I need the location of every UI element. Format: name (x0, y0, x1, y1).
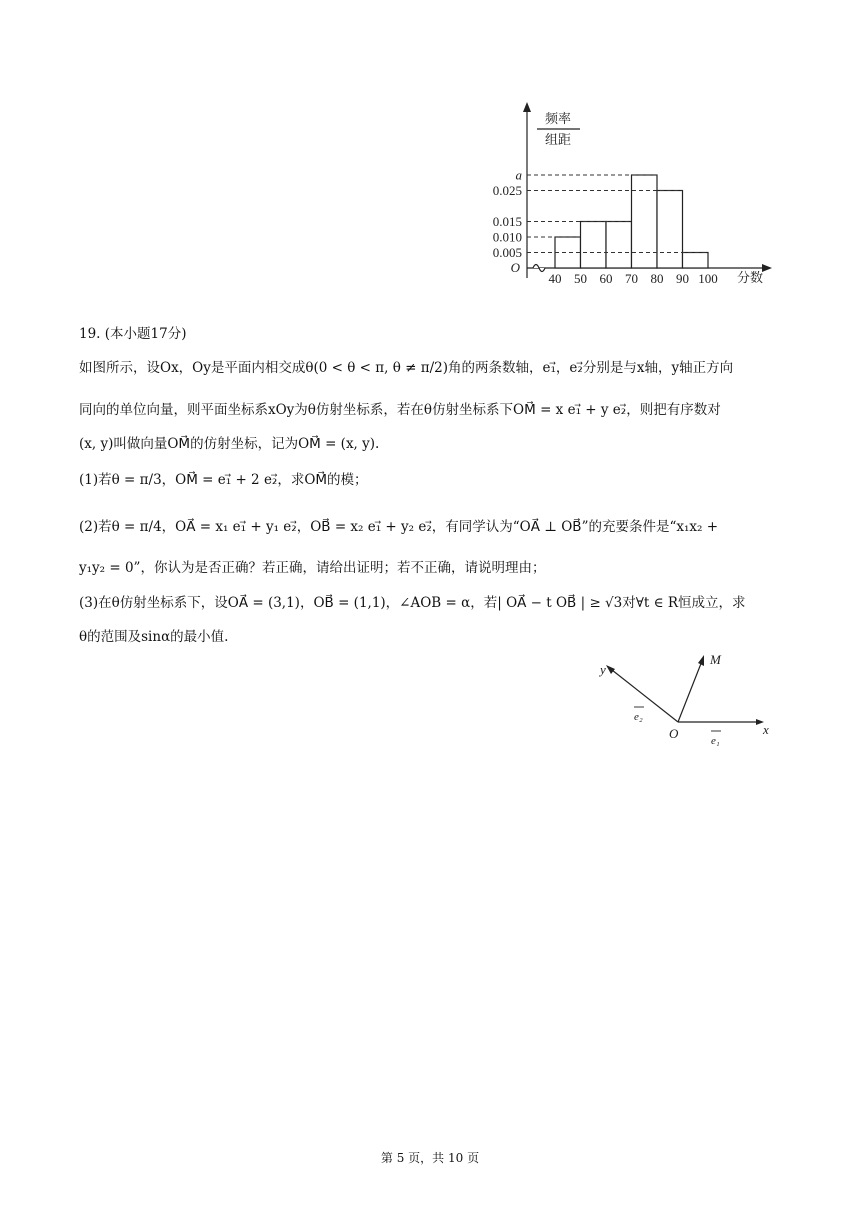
problem-line-1: 如图所示，设Ox，Oy是平面内相交成θ(0 < θ < π, θ ≠ π/2)角的两条数轴，e₁⃗，e₂⃗分别是与x轴，y轴正方向 (79, 360, 734, 376)
question-2-cont: y₁y₂ = 0”，你认为是否正确？若正确，请给出证明；若不正确，请说明理由； (79, 560, 546, 576)
e2-label: e₂ (634, 711, 643, 723)
om-arrow (698, 655, 704, 666)
xlabel: 分数 (736, 270, 764, 285)
o-label: O (669, 726, 679, 741)
y-axis-arrow (523, 102, 531, 112)
histogram-bar (683, 253, 709, 269)
affine-coordinate-figure (590, 648, 790, 758)
x-tick-label: 40 (548, 271, 562, 286)
histogram-bar (606, 222, 632, 269)
question-3: (3)在θ仿射坐标系下，设OA⃗ = (3,1)，OB⃗ = (1,1)，∠AOB = α，若| OA⃗ − t OB⃗ | ≥ √3对∀t ∈ R恒成立，求 (79, 595, 746, 611)
om-line (678, 661, 702, 722)
question-3-cont: θ的范围及sinα的最小值. (79, 629, 229, 645)
y-tick-label: 0.010 (492, 229, 522, 245)
x-tick-label: 70 (625, 271, 638, 286)
x-axis-arrow (762, 264, 772, 272)
problem-line-3: (x, y)叫做向量OM⃗的仿射坐标，记为OM⃗ = (x, y). (79, 436, 380, 452)
x-tick-label: 100 (698, 271, 718, 286)
problem-title: 19. (本小题17分) (79, 326, 187, 342)
y-tick-label: 0.025 (492, 183, 522, 198)
x-tick-label: 80 (650, 271, 664, 286)
y-axis-arrow (606, 665, 615, 674)
x-tick-label: 50 (574, 271, 587, 286)
histogram-bar (657, 191, 683, 269)
y-tick-label: 0.015 (492, 214, 522, 229)
page-footer: 第 5 页，共 10 页 (380, 1151, 480, 1165)
origin-label: O (510, 260, 520, 275)
ylabel-top: 频率 (544, 111, 572, 126)
question-1: (1)若θ = π/3，OM⃗ = e₁⃗ + 2 e₂⃗，求OM⃗的模； (79, 472, 368, 488)
x-tick-label: 90 (676, 271, 689, 286)
frequency-histogram (480, 100, 780, 295)
y-tick-label: a (515, 167, 522, 183)
m-label: M (710, 652, 721, 667)
y-label: y (600, 662, 606, 677)
x-tick-label: 60 (599, 271, 613, 286)
histogram-bar (581, 222, 607, 269)
e1-label: e₁ (711, 735, 720, 747)
histogram-bar (632, 175, 658, 268)
axis-break-mark (533, 265, 545, 272)
x-label: x (763, 722, 769, 737)
ylabel-bottom: 组距 (544, 132, 572, 147)
y-tick-label: 0.005 (492, 245, 522, 260)
question-2: (2)若θ = π/4，OA⃗ = x₁ e₁⃗ + y₁ e₂⃗，OB⃗ = x₂ e₁⃗ + y₂ e₂⃗，有同学认为“OA⃗ ⊥ OB⃗”的充要条件是“x₁x₂ + (79, 519, 719, 535)
problem-line-2: 同向的单位向量，则平面坐标系xOy为θ仿射坐标系，若在θ仿射坐标系下OM⃗ = x e₁⃗ + y e₂⃗，则把有序数对 (79, 402, 721, 418)
y-axis-line (612, 670, 678, 722)
